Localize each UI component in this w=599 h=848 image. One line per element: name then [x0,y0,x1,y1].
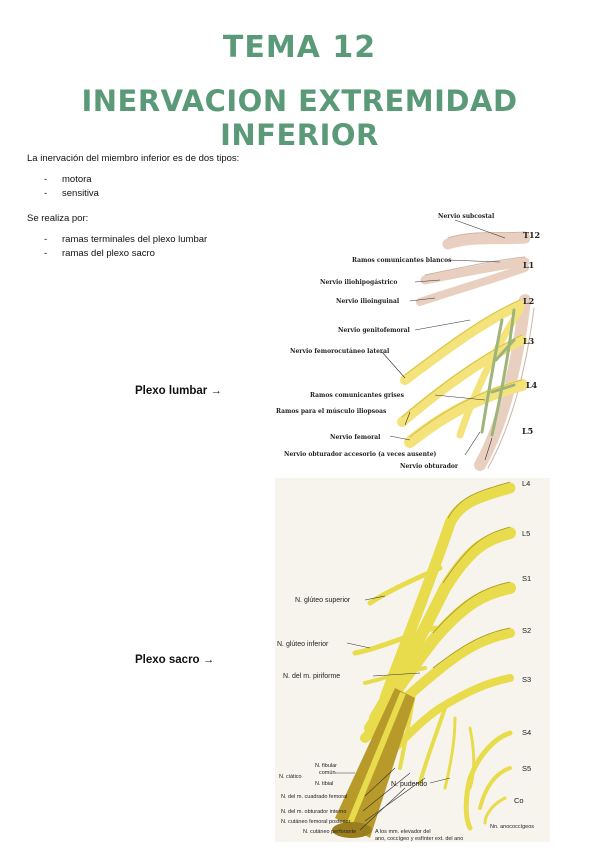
plexo-sacro-label: Plexo sacro → [135,654,215,666]
root-l3: L3 [523,336,535,346]
root-l4: L4 [526,380,538,390]
label-obturador-interno: N. del m. obturador interno [281,809,347,815]
root-s3: S3 [522,675,532,684]
label-pudendo: N. pudendo [391,781,428,788]
list-item: - sensitiva [44,188,99,202]
root-l5: L5 [522,529,531,538]
root-co: Co [514,796,524,805]
label-iliohipogastrico: Nervio iliohipogástrico [320,279,398,286]
label-anococcigeos: Nn. anococcígeos [490,824,535,830]
label-subcostal: Nervio subcostal [438,213,495,220]
root-l2: L2 [523,296,535,306]
label-gluteo-superior: N. glúteo superior [295,597,351,604]
label-tibial: N. tibial [315,781,334,787]
label-femoral: Nervio femoral [330,434,381,441]
label-comun: común [319,770,336,776]
root-l4: L4 [522,479,531,488]
root-s5: S5 [522,764,532,773]
list-item: - ramas del plexo sacro [44,248,207,262]
label-elevador-2: ano, coccígeo y esfínter ext. del ano [375,836,464,842]
sacral-plexus-illustration [275,478,550,842]
branches-list [44,234,207,262]
label-ramos-grises: Ramos comunicantes grises [310,392,405,399]
page-subtitle: INERVACION EXTREMIDAD INFERIOR [81,84,518,152]
types-list [44,174,99,202]
plexo-lumbar-label: Plexo lumbar → [135,385,222,397]
list-item: - motora [44,174,99,188]
list-item: - ramas terminales del plexo lumbar [44,234,207,248]
label-cutaneo-post: N. cutáneo femoral posterior [281,819,351,825]
label-perforante: N. cutáneo perforante [303,829,357,835]
lumbar-plexus-illustration [270,210,570,475]
label-gluteo-inferior: N. glúteo inferior [277,641,329,648]
intro-text: La inervación del miembro inferior es de dos tipos: [27,153,240,164]
root-s2: S2 [522,626,532,635]
label-piriforme: N. del m. piriforme [283,673,341,680]
label-obturador-accesorio: Nervio obturador accesorio (a veces ausente) [284,451,437,458]
label-ciatico: N. ciático [279,774,302,780]
label-ilioinguinal: Nervio ilioinguinal [336,298,400,305]
label-obturador: Nervio obturador [400,463,459,470]
root-s4: S4 [522,728,532,737]
root-l5: L5 [522,426,534,436]
label-cuadrado: N. del m. cuadrado femoral [281,794,348,800]
label-fibular: N. fibular [315,763,338,769]
label-genitofemoral: Nervio genitofemoral [338,327,410,334]
label-femorocutaneo: Nervio femorocutáneo lateral [290,348,390,355]
page-title: TEMA 12 [222,30,377,65]
label-elevador-1: A los mm. elevador del [375,829,431,835]
label-ramos-blancos: Ramos comunicantes blancos [352,257,452,264]
label-iliopsoas: Ramos para el músculo iliopsoas [276,408,387,415]
realiza-text: Se realiza por: [27,213,89,224]
root-s1: S1 [522,574,532,583]
root-t12: T12 [523,230,541,240]
root-l1: L1 [523,260,535,270]
